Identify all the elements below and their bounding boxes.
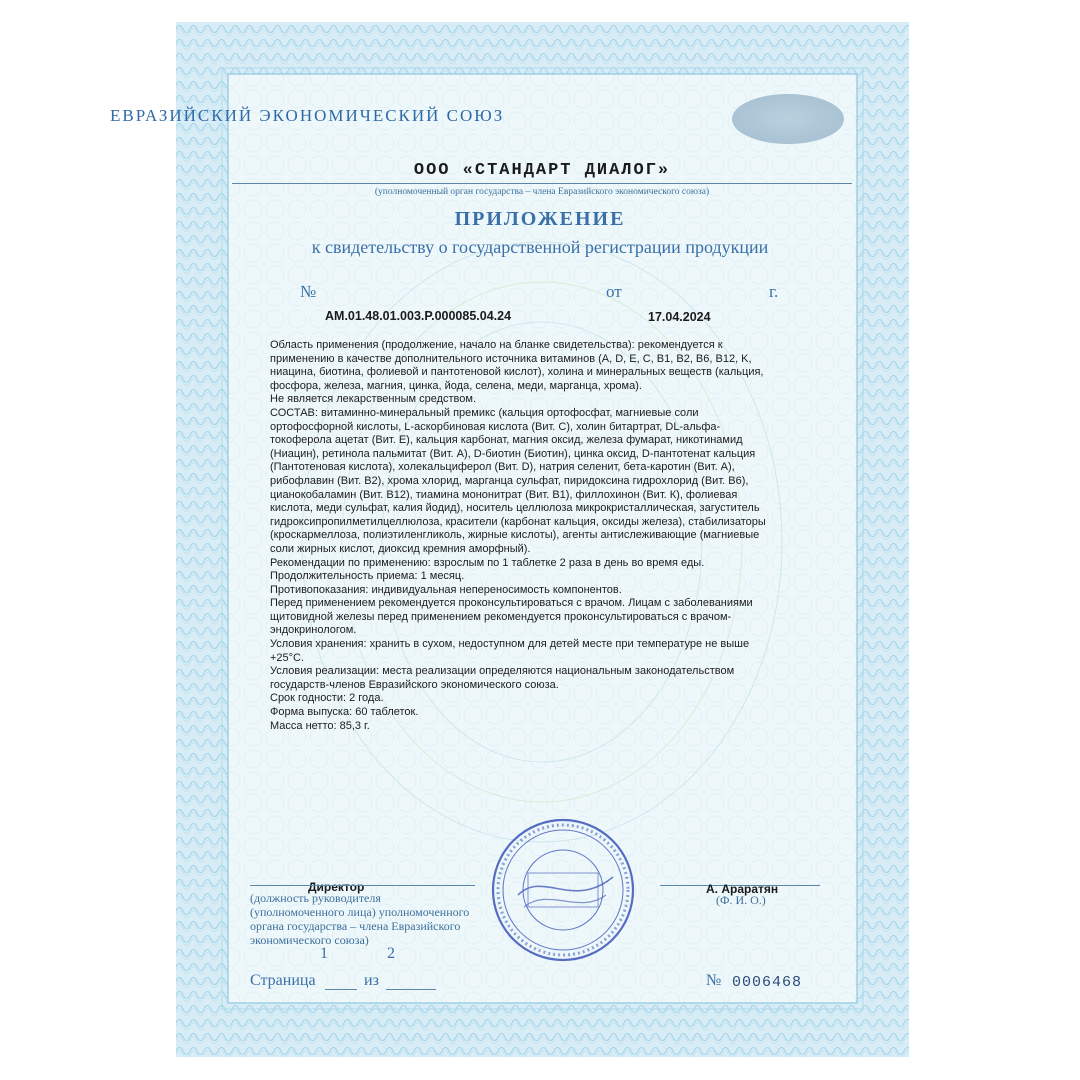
document-title: ПРИЛОЖЕНИЕ [454, 208, 626, 230]
organization-name: ООО «СТАНДАРТ ДИАЛОГ» [413, 161, 671, 180]
union-heading: ЕВРАЗИЙСКИЙ ЭКОНОМИЧЕСКИЙ СОЮЗ [110, 106, 505, 125]
appendix-body-text: Область применения (продолжение, начало на бланке свидетельства): рекомендуется к применению в качестве дополнительного источника витаминов (A, D, E, C, B1, B2, B6, B12, K, ниацина, биотина, фолиевой и пантотеновой кислот), холина и минеральных веществ (кальция, фосфора, железа, магния, цинка, йода, селена, меди, марганца, хрома). Не является лекарственным средством. СОСТАВ: витаминно-минеральный премикс (кальция ортофосфат, магниевые соли ортофосфорной кислоты, L-аскорбиновая кислота (Вит. С), холин битартрат, DL-альфа- токоферола ацетат (Вит. Е), кальция карбонат, магния оксид, железа фумарат, никотинамид (Ниацин), ретинола пальмитат (Вит. А), D-биотин (Биотин), цинка оксид, D-пантотенат кальция (Пантотеновая кислота), холекальциферол (Вит. D), натрия селенит, бета-каротин (Вит. А), рибофлавин (Вит. В2), хрома хлорид, марганца сульфат, пиридоксина гидрохлорид (Вит. В6), цианокобаламин (Вит. В12), тиамина мононитрат (Вит. В1), филлохинон (Вит. К), фолиевая кислота, меди сульфат, калия йодид), носитель целлюлоза микрокристаллическая, загуститель гидроксипропилметилцеллюлоза, красители (карбонат кальция, оксиды железа), стабилизаторы (кроскармеллоза, полиэтиленгликоль, жирные кислоты), агенты антислеживающие (магниевые соли жирных кислот, диоксид кремния аморфный). Рекомендации по применению: взрослым по 1 таблетке 2 раза в день во время еды. Продолжительность приема: 1 месяц. Противопоказания: индивидуальная непереносимость компонентов. Перед применением рекомендуется проконсультироваться с врачом. Лицам с заболеваниями щитовидной железы перед применением рекомендуется проконсультироваться с врачом- эндокринологом. Условия хранения: хранить в сухом, недоступном для детей месте при температуре не выше +25°С. Условия реализации: места реализации определяются национальным законодательством государств-членов Евразийского экономического союза. Срок годности: 2 года. Форма выпуска: 60 таблеток. Масса нетто: 85,3 г. [270, 339, 766, 732]
signatory-name: А. Араратян [706, 882, 779, 896]
page-number-line [325, 989, 357, 990]
organization-note: (уполномоченный орган государства – члена Евразийского экономического союза) [374, 187, 710, 197]
total-pages-line [386, 989, 436, 990]
page-label: Страница [250, 972, 316, 989]
registration-year-suffix: г. [769, 282, 779, 301]
current-page-number: 1 [320, 945, 328, 962]
hologram-sticker [732, 94, 844, 144]
blank-serial-number: 0006468 [732, 974, 803, 991]
of-label: из [364, 972, 379, 989]
registration-number-label: № [300, 282, 317, 301]
signatory-position: Директор [308, 880, 365, 894]
signatory-position-note: (должность руководителя (уполномоченного лица) уполномоченного органа государства – члена Евразийского экономического союза) [250, 891, 470, 947]
position-signature-line [250, 885, 475, 886]
total-pages: 2 [387, 945, 395, 962]
organization-underline [232, 183, 852, 184]
document-subtitle: к свидетельству о государственной регистрации продукции [311, 237, 769, 257]
registration-number: AM.01.48.01.003.P.000085.04.24 [325, 309, 512, 323]
official-stamp [488, 815, 638, 965]
blank-number-label: № [706, 972, 722, 989]
signatory-name-note: (Ф. И. О.) [716, 893, 766, 907]
registration-date-label: от [606, 282, 622, 301]
registration-date: 17.04.2024 [648, 310, 711, 324]
